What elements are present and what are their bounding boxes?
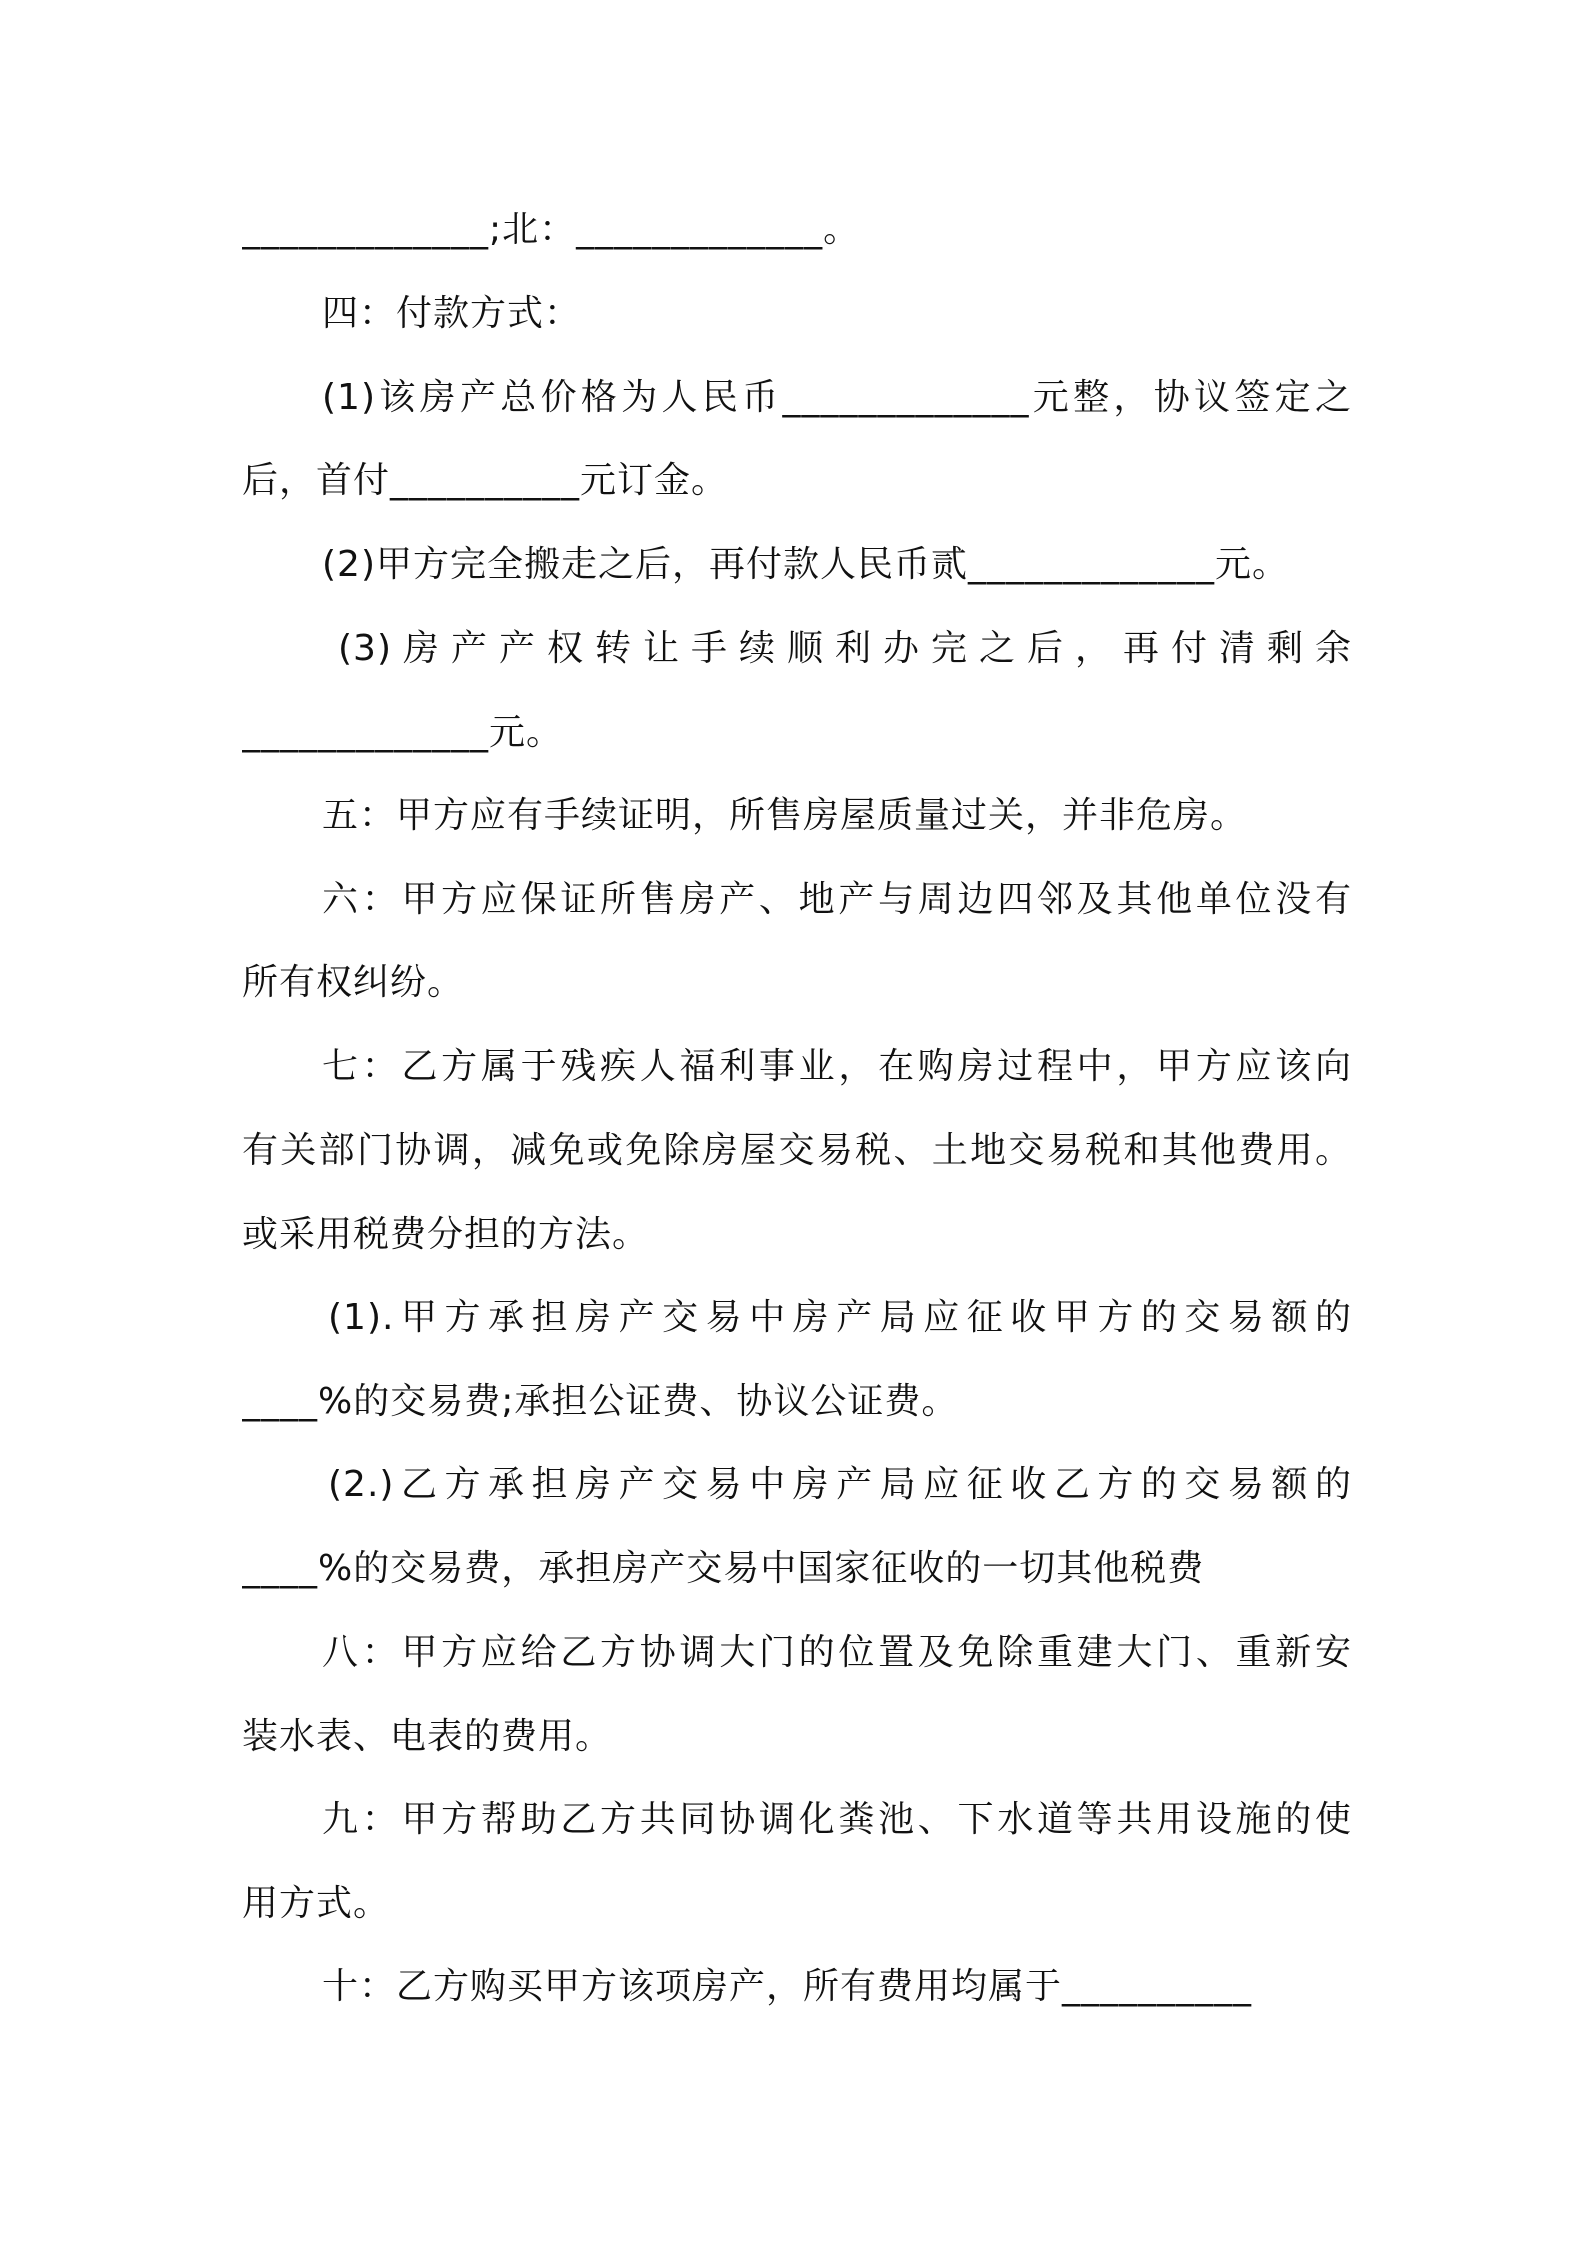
clause-ten: 十：乙方购买甲方该项房产，所有费用均属于__________	[322, 1966, 1253, 2007]
clause-seven-item-2-cont: ____%的交易费，承担房产交易中国家征收的一切其他税费	[242, 1548, 1205, 1589]
clause-five: 五：甲方应有手续证明，所售房屋质量过关，并非危房。	[322, 795, 1248, 836]
clause-nine: 九：甲方帮助乙方共同协调化粪池、下水道等共用设施的使	[322, 1799, 1352, 1840]
text-line-final-payment: (3)房产产权转让手续顺利办完之后，再付清剩余	[338, 628, 1352, 669]
text-line-north-boundary: _____________;北：_____________。	[242, 209, 861, 250]
clause-seven-cont-2: 或采用税费分担的方法。	[242, 1214, 650, 1255]
heading-payment-method: 四：付款方式：	[322, 293, 582, 334]
text-line-deposit: 后，首付__________元订金。	[242, 460, 729, 501]
clause-nine-cont: 用方式。	[242, 1883, 391, 1924]
text-line-second-payment: (2)甲方完全搬走之后，再付款人民币贰_____________元。	[322, 544, 1289, 585]
text-line-final-payment-amount: _____________元。	[242, 712, 564, 753]
text-line-total-price: (1)该房产总价格为人民币_____________元整，协议签定之	[322, 377, 1352, 418]
clause-six: 六：甲方应保证所售房产、地产与周边四邻及其他单位没有	[322, 879, 1352, 920]
clause-seven-item-1: (1).甲方承担房产交易中房产局应征收甲方的交易额的	[328, 1297, 1352, 1338]
clause-six-cont: 所有权纠纷。	[242, 962, 465, 1003]
clause-seven: 七：乙方属于残疾人福利事业，在购房过程中，甲方应该向	[322, 1046, 1352, 1087]
clause-seven-item-2: (2.)乙方承担房产交易中房产局应征收乙方的交易额的	[328, 1464, 1352, 1505]
clause-seven-item-1-cont: ____%的交易费;承担公证费、协议公证费。	[242, 1381, 959, 1422]
clause-seven-cont: 有关部门协调，减免或免除房屋交易税、土地交易税和其他费用。	[242, 1130, 1352, 1171]
clause-eight: 八：甲方应给乙方协调大门的位置及免除重建大门、重新安	[322, 1632, 1352, 1673]
clause-eight-cont: 装水表、电表的费用。	[242, 1716, 613, 1757]
